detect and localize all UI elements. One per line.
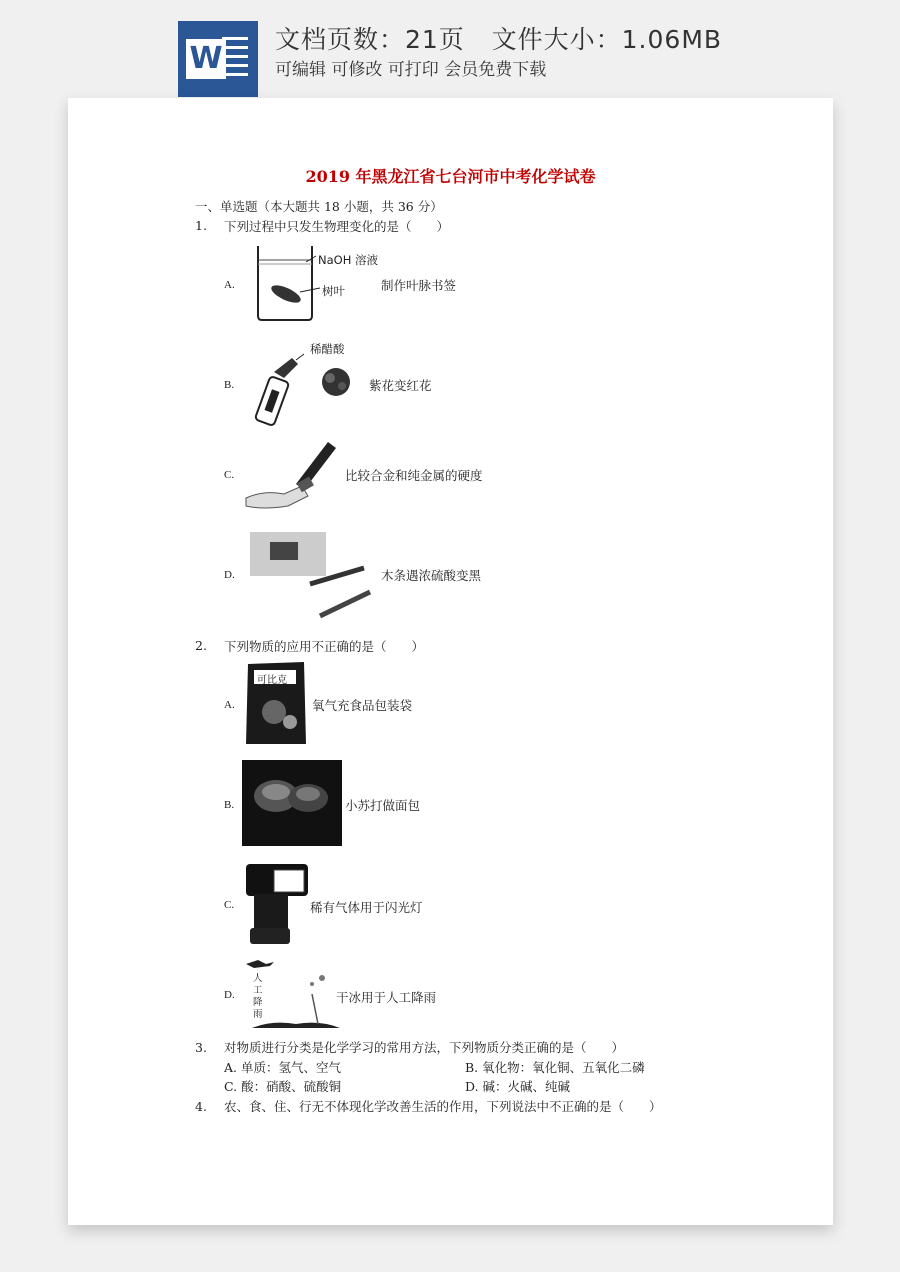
option-letter: D. (224, 989, 235, 1001)
option-letter: C. (224, 899, 235, 911)
option-text: 稀有气体用于闪光灯 (310, 900, 423, 915)
option-letter: A. (224, 279, 235, 291)
download-header (0, 0, 900, 98)
option-text: 木条遇浓硫酸变黑 (381, 568, 482, 583)
file-info: 文档页数：21页 文件大小：1.06MB (275, 25, 723, 54)
camera-flash-figure (244, 862, 310, 946)
option-d: D. 碱：火碱、纯碱 (465, 1079, 571, 1094)
figure-label: 可比克 (257, 675, 287, 686)
option-b: B. 氧化物：氧化铜、五氧化二磷 (465, 1060, 645, 1075)
question-stem: 下列物质的应用不正确的是（ ） (224, 639, 425, 654)
figure-label: 人 (253, 973, 263, 984)
option-letter: C. (224, 469, 235, 481)
metal-scratch-figure (244, 436, 348, 512)
option-text: 比较合金和纯金属的硬度 (345, 468, 483, 483)
question-number: 1. (195, 218, 207, 233)
bread-figure (242, 760, 342, 846)
option-text: 紫花变红花 (369, 378, 432, 393)
document-page (68, 98, 833, 1225)
figure-label: 工 (253, 985, 263, 996)
wood-stick-figure (246, 528, 374, 622)
option-text: 小苏打做面包 (345, 798, 421, 813)
question-number: 3. (195, 1040, 207, 1055)
figure-label: 稀醋酸 (310, 342, 345, 356)
option-text: 干冰用于人工降雨 (336, 990, 437, 1005)
option-c: C. 酸：硝酸、硫酸铜 (224, 1079, 342, 1094)
question-number: 2. (195, 638, 207, 653)
word-doc-icon: W (178, 21, 258, 97)
option-letter: A. (224, 699, 235, 711)
figure-label: 树叶 (322, 284, 345, 298)
figure-label: 降 (253, 997, 263, 1008)
figure-label: NaOH 溶液 (318, 253, 379, 267)
exam-title: 2019 年黑龙江省七台河市中考化学试卷 (305, 167, 596, 186)
option-a: A. 单质：氢气、空气 (224, 1060, 342, 1075)
option-text: 氧气充食品包装袋 (312, 698, 413, 713)
figure-label: 雨 (253, 1009, 263, 1020)
option-letter: B. (224, 379, 235, 391)
section-heading: 一、单选题（本大题共 18 小题，共 36 分） (195, 199, 443, 214)
question-stem: 农、食、住、行无不体现化学改善生活的作用，下列说法中不正确的是（ ） (224, 1099, 662, 1114)
option-text: 制作叶脉书签 (381, 278, 457, 293)
question-number: 4. (195, 1099, 207, 1114)
option-letter: D. (224, 569, 235, 581)
option-letter: B. (224, 799, 235, 811)
question-stem: 下列过程中只发生物理变化的是（ ） (224, 219, 450, 234)
question-stem: 对物质进行分类是化学学习的常用方法，下列物质分类正确的是（ ） (224, 1040, 625, 1055)
file-features: 可编辑 可修改 可打印 会员免费下载 (275, 60, 547, 80)
